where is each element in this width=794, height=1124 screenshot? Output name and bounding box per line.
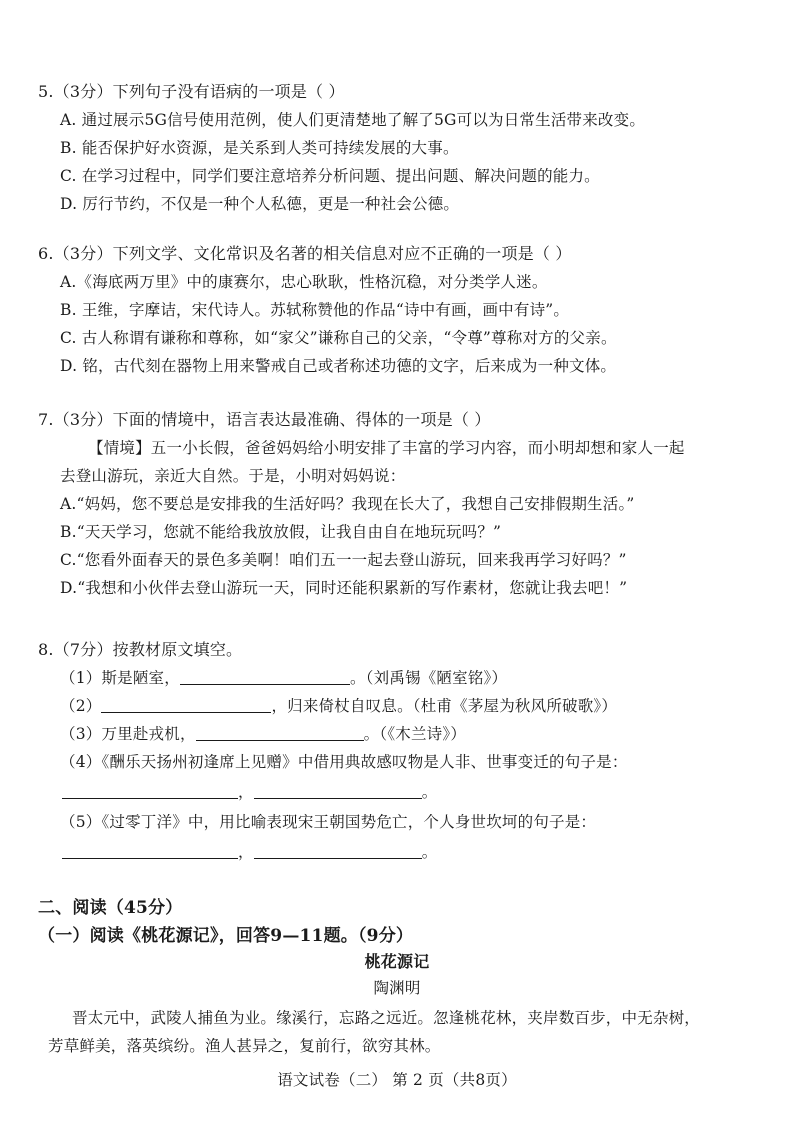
- q8-item4-comma: ，: [238, 783, 254, 801]
- q7-option-a: A.“妈妈，您不要总是安排我的生活好吗？我现在长大了，我想自己安排假期生活。”: [60, 495, 635, 513]
- q5-option-b: B. 能否保护好水资源，是关系到人类可持续发展的大事。: [60, 139, 459, 157]
- q7-option-b: B.“天天学习，您就不能给我放放假，让我自由自在地玩玩吗？”: [60, 523, 502, 541]
- section2-part1: （一）阅读《桃花源记》，回答9—11题。（9分）: [38, 926, 414, 946]
- passage-line1: 晋太元中，武陵人捕鱼为业。缘溪行，忘路之远近。忽逢桃花林，夹岸数百步，中无杂树，: [72, 1009, 701, 1027]
- q8-item1-blank[interactable]: [180, 669, 350, 685]
- q8-item2: [60, 696, 617, 716]
- q7-option-d: D.“我想和小伙伴去登山游玩一天，同时还能积累新的写作素材，您就让我去吧！”: [60, 579, 628, 597]
- q8-item5: （5）《过零丁洋》中，用比喻表现宋王朝国势危亡，个人身世坎坷的句子是：: [60, 813, 597, 831]
- q8-item3-prefix: （3）万里赴戎机，: [60, 725, 196, 743]
- q8-item5-answer: [62, 842, 437, 862]
- q6-option-b: B. 王维，字摩诘，宋代诗人。苏轼称赞他的作品“诗中有画，画中有诗”。: [60, 301, 570, 319]
- q6-option-d: D. 铭，古代刻在器物上用来警戒自己或者称述功德的文字，后来成为一种文体。: [60, 357, 617, 375]
- q8-item2-blank[interactable]: [101, 697, 271, 713]
- q8-item5-blank-2[interactable]: [254, 843, 422, 859]
- q5-stem: 5.（3分）下列句子没有语病的一项是（ ）: [38, 82, 345, 101]
- q8-item2-prefix: （2）: [60, 697, 102, 715]
- q6-option-a: A.《海底两万里》中的康赛尔，忠心耿耿，性格沉稳，对分类学人迷。: [60, 273, 548, 291]
- q7-stem: 7.（3分）下面的情境中，语言表达最准确、得体的一项是（ ）: [38, 410, 491, 429]
- passage-line2: 芳草鲜美，落英缤纷。渔人甚异之，复前行，欲穷其林。: [48, 1037, 441, 1055]
- q8-item3: [60, 724, 466, 744]
- q7-context-line2: 去登山游玩，亲近大自然。于是，小明对妈妈说：: [60, 467, 406, 485]
- q7-option-c: C.“您看外面春天的景色多美啊！咱们五一一起去登山游玩，回来我再学习好吗？”: [60, 551, 627, 569]
- q8-item1-suffix: 。（刘禹锡《陋室铭》）: [349, 669, 508, 687]
- q8-item1: [60, 668, 507, 688]
- q8-item5-blank-1[interactable]: [62, 843, 238, 859]
- q8-item3-blank[interactable]: [196, 725, 364, 741]
- q8-item4-period: 。: [421, 783, 438, 801]
- q8-item3-suffix: 。（《木兰诗》）: [363, 725, 467, 743]
- q5-option-d: D. 厉行节约，不仅是一种个人私德，更是一种社会公德。: [60, 195, 460, 213]
- q5-option-a: A. 通过展示5G信号使用范例，使人们更清楚地了解了5G可以为日常生活带来改变。: [60, 111, 646, 129]
- page-footer: 语文试卷（二） 第 2 页（共8页）: [277, 1071, 517, 1089]
- q8-item1-prefix: （1）斯是陋室，: [60, 669, 180, 687]
- q8-item5-comma: ，: [238, 843, 254, 861]
- q8-item4-answer: [62, 782, 437, 802]
- q6-option-c: C. 古人称谓有谦称和尊称，如“家父”谦称自己的父亲，“令尊”尊称对方的父亲。: [60, 329, 617, 347]
- section2-title: 二、阅读（45分）: [38, 898, 183, 918]
- passage-title: 桃花源记: [364, 952, 430, 971]
- q5-option-c: C. 在学习过程中，同学们要注意培养分析问题、提出问题、解决问题的能力。: [60, 167, 600, 185]
- q8-item4-blank-2[interactable]: [254, 783, 422, 799]
- q7-context-line1: 【情境】五一小长假，爸爸妈妈给小明安排了丰富的学习内容，而小明却想和家人一起: [88, 439, 685, 457]
- q8-item4: （4）《酬乐天扬州初逢席上见赠》中借用典故感叹物是人非、世事变迁的句子是：: [60, 753, 628, 771]
- passage-author: 陶渊明: [373, 979, 421, 997]
- q8-stem: 8.（7分）按教材原文填空。: [38, 640, 243, 659]
- q8-item2-suffix: ，归来倚杖自叹息。（杜甫《茅屋为秋风所破歌》）: [271, 697, 618, 715]
- q8-item5-period: 。: [421, 843, 438, 861]
- q8-item4-blank-1[interactable]: [62, 783, 238, 799]
- q6-stem: 6.（3分）下列文学、文化常识及名著的相关信息对应不正确的一项是（ ）: [38, 244, 572, 263]
